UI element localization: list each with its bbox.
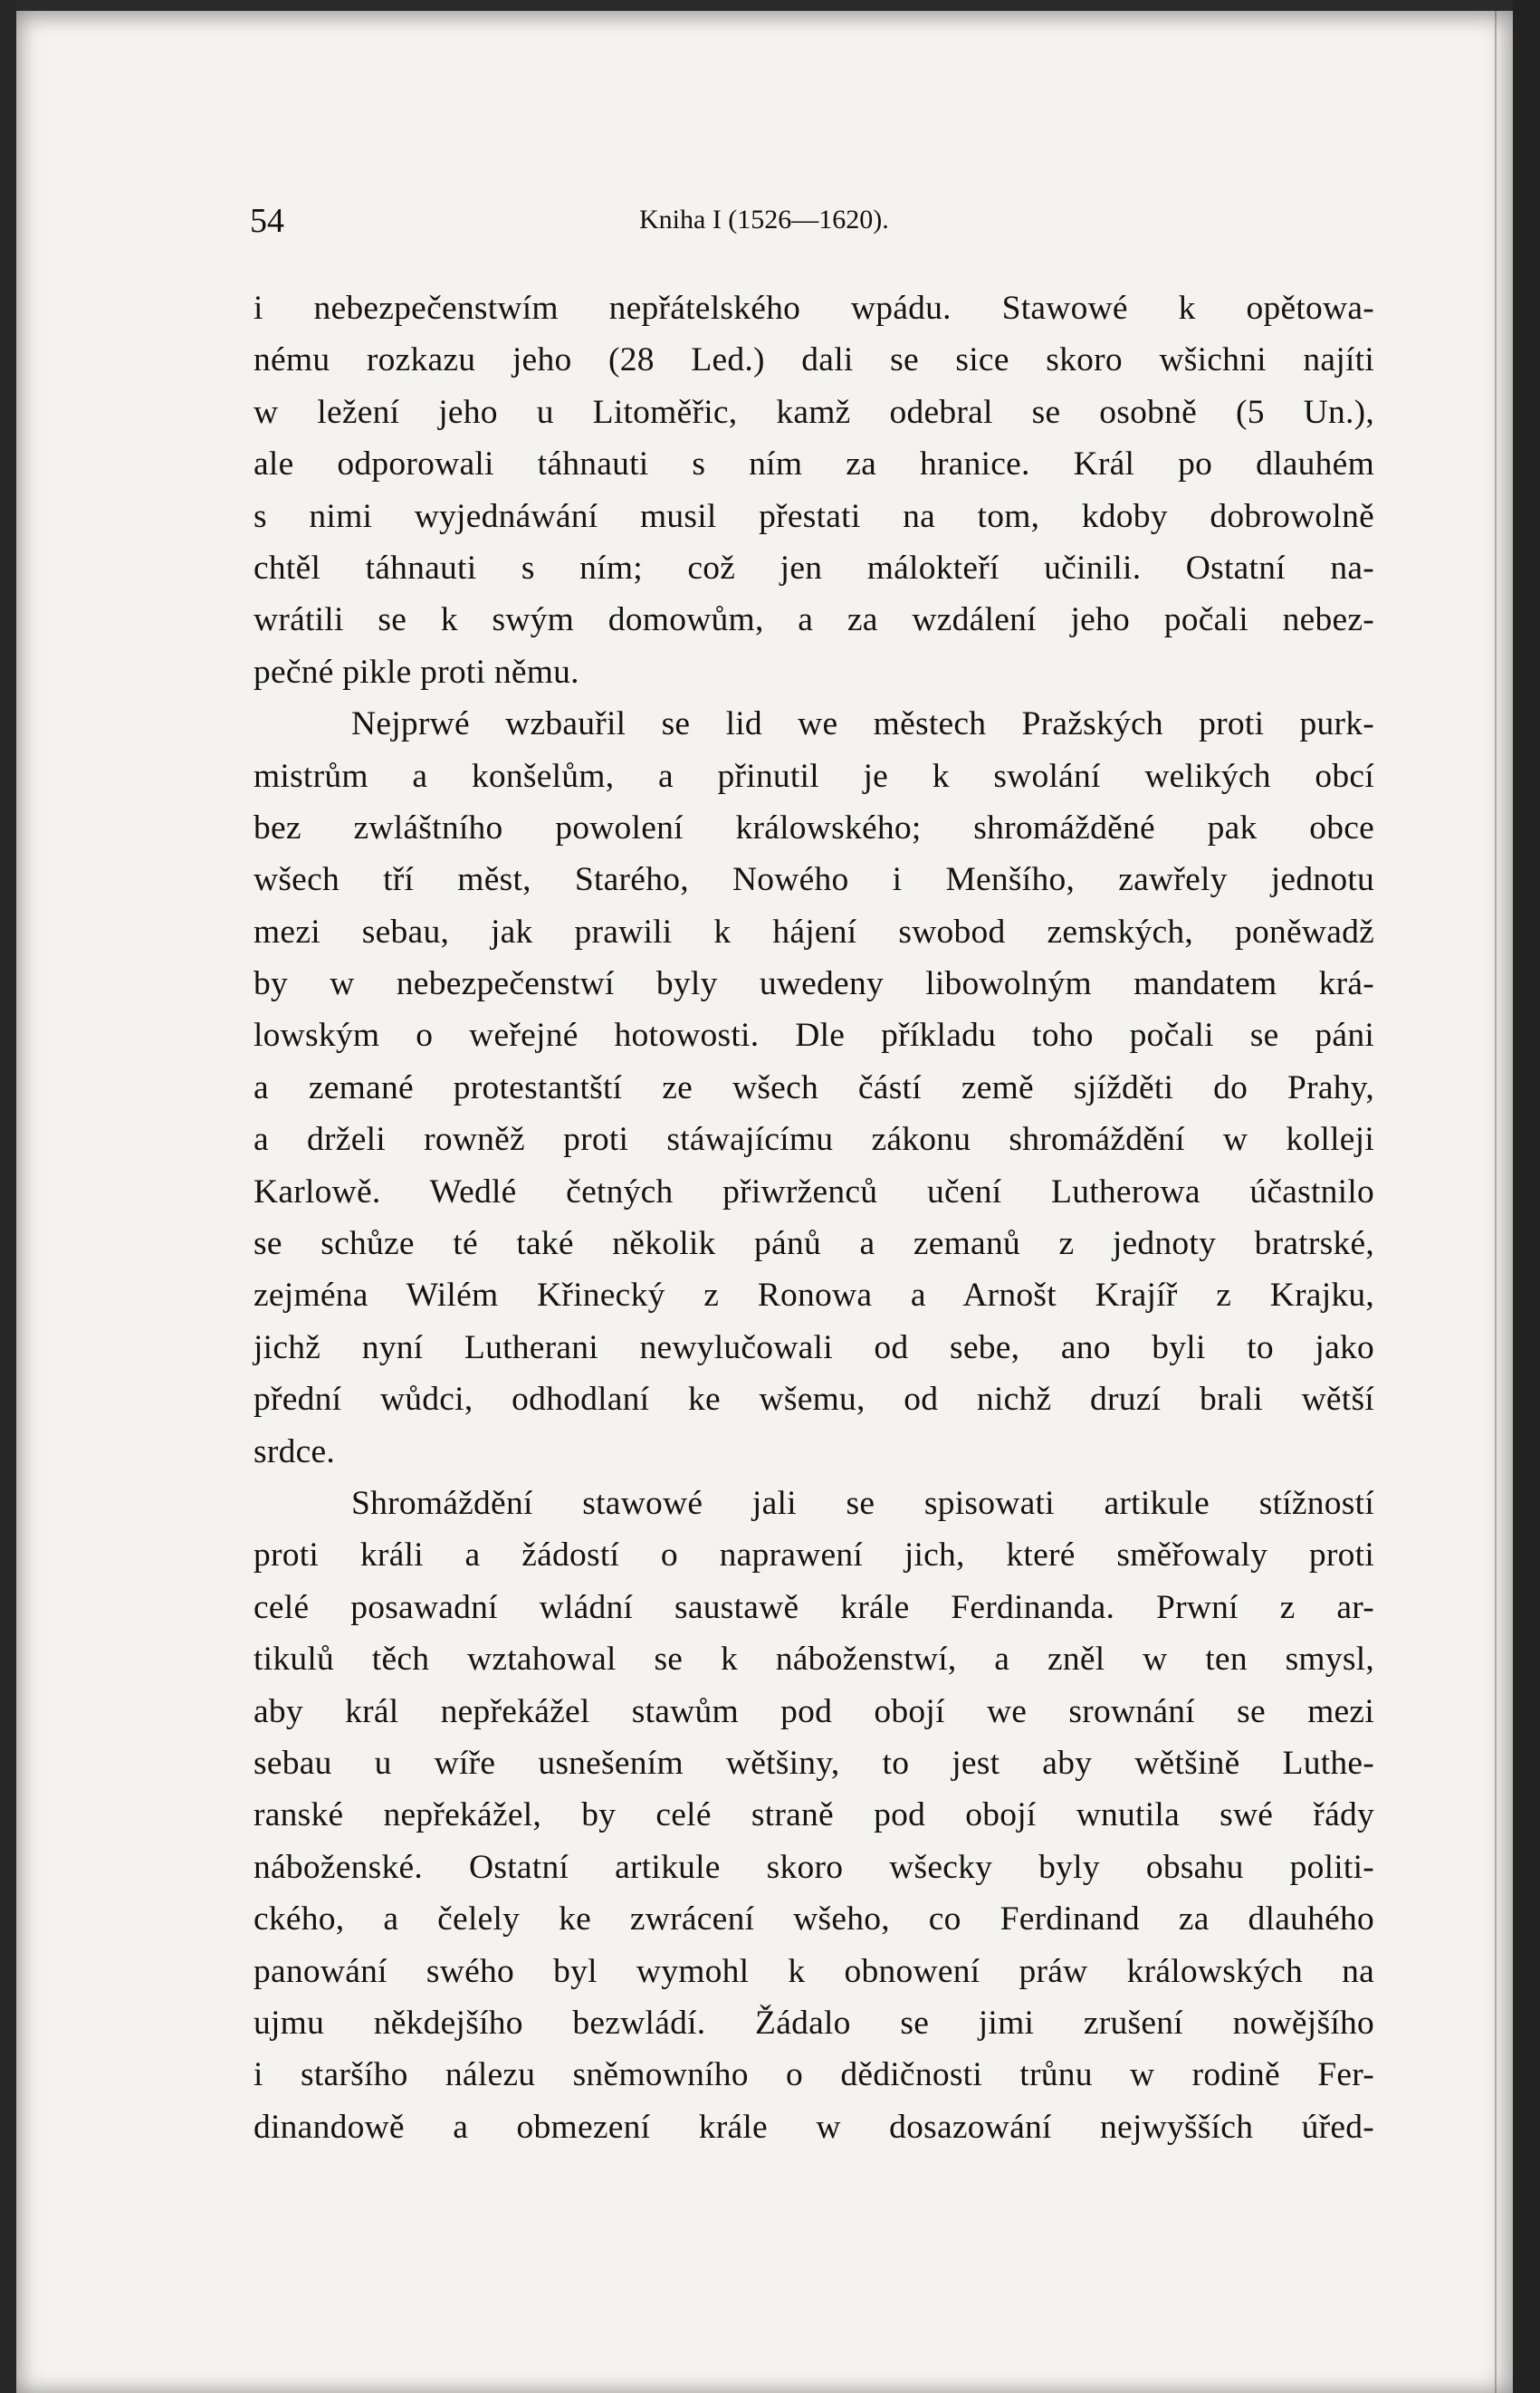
text-line: přední wůdci, odhodlaní ke wšemu, od nichž druzí brali wětší <box>253 1381 1374 1419</box>
text-line: a drželi rowněž proti stáwajícímu zákonu shromáždění w kolleji <box>253 1121 1374 1159</box>
text-line: pečné pikle proti němu. <box>253 653 579 691</box>
text-line: s nimi wyjednáwání musil přestati na tom, kdoby dobrowolně <box>253 497 1374 535</box>
paragraph-start-line: Shromáždění stawowé jali se spisowati artikule stížností <box>351 1484 1374 1522</box>
text-line: ale odporowali táhnauti s ním za hranice. Král po dlauhém <box>253 445 1374 483</box>
text-line: jichž nyní Lutherani newylučowali od sebe, ano byli to jako <box>253 1328 1374 1366</box>
text-line: ckého, a čelely ke zwrácení wšeho, co Ferdinand za dlauhého <box>253 1900 1374 1938</box>
text-line: ranské nepřekážel, by celé straně pod obojí wnutila swé řády <box>253 1796 1374 1834</box>
text-line: bez zwláštního powolení králowského; shromážděné pak obce <box>253 809 1374 847</box>
text-line: aby král nepřekážel stawům pod obojí we srownání se mezi <box>253 1692 1374 1730</box>
text-line: i nebezpečenstwím nepřátelského wpádu. Stawowé k opětowa- <box>253 290 1374 327</box>
text-line: chtěl táhnauti s ním; což jen málokteří učinili. Ostatní na- <box>253 549 1374 587</box>
text-line: náboženské. Ostatní artikule skoro wšecky byly obsahu politi- <box>253 1848 1374 1886</box>
text-line: srdce. <box>253 1432 335 1470</box>
text-line: proti králi a žádostí o naprawení jich, které směřowaly proti <box>253 1536 1374 1575</box>
running-head: Kniha I (1526—1620). <box>639 205 889 235</box>
text-line: lowským o weřejné hotowosti. Dle příkladu toho počali se páni <box>253 1017 1374 1055</box>
text-line: mezi sebau, jak prawili k hájení swobod zemských, poněwadž <box>253 913 1374 951</box>
text-line: panowání swého byl wymohl k obnowení práw králowských na <box>253 1952 1374 1990</box>
text-line: a zemané protestantští ze wšech částí země sjížděti do Prahy, <box>253 1068 1374 1106</box>
page-edge-crease <box>1495 11 1497 2393</box>
scan-border-top <box>0 0 1540 11</box>
text-line: dinandowě a obmezení krále w dosazowání nejwyšších úřed- <box>253 2108 1374 2146</box>
text-line: ujmu někdejšího bezwládí. Žádalo se jimi zrušení nowějšího <box>253 2004 1374 2042</box>
paragraph-start-line: Nejprwé wzbauřil se lid we městech Pražských proti purk- <box>351 705 1374 743</box>
book-page <box>16 11 1513 2393</box>
text-line: mistrům a konšelům, a přinutil je k swolání welikých obcí <box>253 757 1374 795</box>
scan-border-left <box>0 0 16 2393</box>
text-line: celé posawadní wládní saustawě krále Ferdinanda. Prwní z ar- <box>253 1588 1374 1626</box>
text-line: zejména Wilém Křinecký z Ronowa a Arnošt Krajíř z Krajku, <box>253 1277 1374 1315</box>
page-header <box>250 201 1367 252</box>
text-line: wrátili se k swým domowům, a za wzdálení jeho počali nebez- <box>253 601 1374 639</box>
text-line: wšech tří měst, Starého, Nowého i Menšího, zawřely jednotu <box>253 861 1374 899</box>
text-line: nému rozkazu jeho (28 Led.) dali se sice skoro wšichni najíti <box>253 341 1374 379</box>
text-line: w ležení jeho u Litoměřic, kamž odebral se osobně (5 Un.), <box>253 393 1374 431</box>
text-line: se schůze té také několik pánů a zemanů z jednoty bratrské, <box>253 1225 1374 1263</box>
scan-border-right <box>1513 0 1540 2393</box>
body-text <box>253 282 1374 2153</box>
text-line: tikulů těch wztahowal se k náboženstwí, a zněl w ten smysl, <box>253 1641 1374 1679</box>
text-line: Karlowě. Wedlé četných přiwrženců učení Lutherowa účastnilo <box>253 1173 1374 1211</box>
page-number: 54 <box>250 202 284 240</box>
text-line: by w nebezpečenstwí byly uwedeny libowolným mandatem krá- <box>253 965 1374 1003</box>
text-line: i staršího nálezu sněmowního o dědičnosti trůnu w rodině Fer- <box>253 2056 1374 2094</box>
text-line: sebau u wíře usnešením wětšiny, to jest aby wětšině Luthe- <box>253 1744 1374 1782</box>
